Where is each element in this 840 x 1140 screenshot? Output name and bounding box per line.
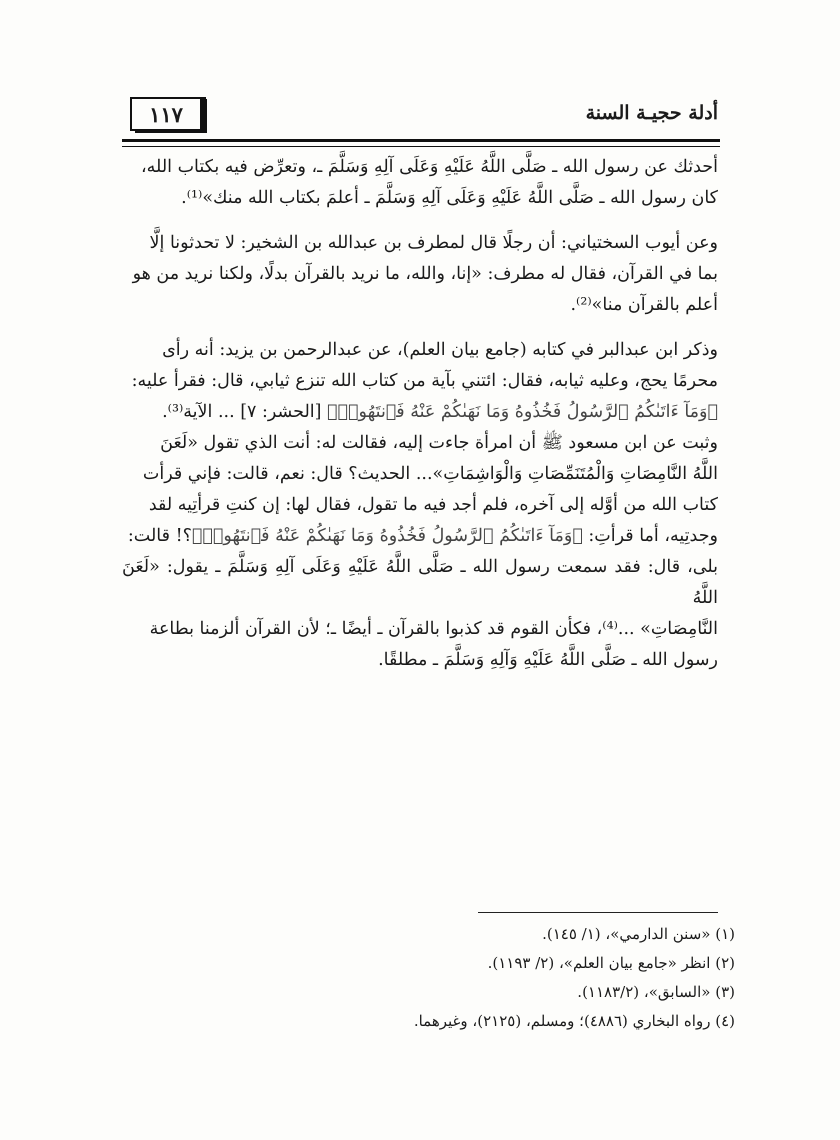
header-rule-thin	[122, 146, 720, 147]
quran-verse: ﴿وَمَآ ءَاتَىٰكُمُ ٱلرَّسُولُ فَخُذُوهُ وَمَا نَهَىٰكُمْ عَنْهُ فَٱنتَهُوا۟﴾	[327, 402, 718, 422]
line: اللَّهُ النَّامِصَاتِ وَالْمُتَنَمِّصَاتِ وَالْوَاشِمَاتِ»... الحديث؟ قال: نعم، قالت: فإني قرأت	[142, 464, 718, 484]
line	[122, 397, 718, 428]
line: أحدثك عن رسول الله ـ صَلَّى اللَّهُ عَلَيْهِ وَعَلَى آلِهِ وَسَلَّمَ ـ، وتعرِّض فيه بكتاب الله،	[141, 157, 718, 177]
line: بلى، قال: فقد سمعت رسول الله ـ صَلَّى اللَّهُ عَلَيْهِ وَعَلَى آلِهِ وَسَلَّمَ ـ يقول: «لَعَنَ اللَّهُ	[122, 557, 718, 608]
line	[122, 521, 718, 552]
header-rule-thick	[122, 139, 720, 142]
line: وذكر ابن عبدالبر في كتابه (جامع بيان العلم)، عن عبدالرحمن بن يزيد: أنه رأى	[162, 340, 718, 360]
footnote: (٢) انظر «جامع بيان العلم»، (٢/ ١١٩٣).	[487, 954, 735, 972]
line: وثبت عن ابن مسعود ﷺ أن امرأة جاءت إليه، فقالت له: أنت الذي تقول «لَعَنَ	[160, 433, 718, 453]
line: النَّامِصَاتِ» ...⁽⁴⁾، فكأن القوم قد كذبوا بالقرآن ـ أيضًا ـ؛ لأن القرآن ألزمنا بطاعة	[149, 619, 718, 639]
footnote: (٤) رواه البخاري (٤٨٨٦)؛ ومسلم، (٢١٢٥)، وغيرهما.	[413, 1012, 735, 1030]
line: رسول الله ـ صَلَّى اللَّهُ عَلَيْهِ وَآلِهِ وَسَلَّمَ ـ مطلقًا.	[378, 650, 718, 670]
line: وعن أيوب السختياني: أن رجلًا قال لمطرف بن عبدالله بن الشخير: لا تحدثونا إلَّا	[149, 233, 718, 253]
running-title: أدلة حجيـة السنة	[585, 102, 718, 124]
page-number: ١١٧	[130, 97, 202, 131]
line-part: ؟! قالت:	[127, 526, 192, 546]
line: كان رسول الله ـ صَلَّى اللَّهُ عَلَيْهِ وَعَلَى آلِهِ وَسَلَّمَ ـ أعلمَ بكتاب الله منك»⁽¹⁾.	[181, 188, 718, 208]
footnote: (١) «سنن الدارمي»، (١/ ١٤٥).	[542, 925, 735, 943]
footnote-separator	[478, 912, 718, 913]
line-part: وجدتِيه، أما قرأتِ:	[582, 526, 718, 546]
quran-verse: ﴿وَمَآ ءَاتَىٰكُمُ ٱلرَّسُولُ فَخُذُوهُ وَمَا نَهَىٰكُمْ عَنْهُ فَٱنتَهُوا۟﴾	[191, 526, 583, 546]
main-text	[122, 152, 718, 676]
footnote: (٣) «السابق»، (١١٨٣/٢).	[577, 983, 735, 1001]
footnotes	[122, 920, 735, 1036]
line: كتاب الله من أوَّله إلى آخره، فلم أجد فيه ما تقول، فقال لها: إن كنتِ قرأتِيه لقد	[148, 495, 718, 515]
verse-reference: [الحشر: ٧] ... الآية⁽³⁾.	[162, 402, 328, 422]
line: محرمًا يحج، وعليه ثيابه، فقال: ائتني بآية من كتاب الله تنزع ثيابي، قال: فقرأ عليه:	[131, 371, 718, 391]
line: أعلم بالقرآن منا»⁽²⁾.	[570, 295, 718, 315]
line: بما في القرآن، فقال له مطرف: «إنا، والله، ما نريد بالقرآن بدلًا، ولكنا نريد من هو	[132, 264, 718, 284]
